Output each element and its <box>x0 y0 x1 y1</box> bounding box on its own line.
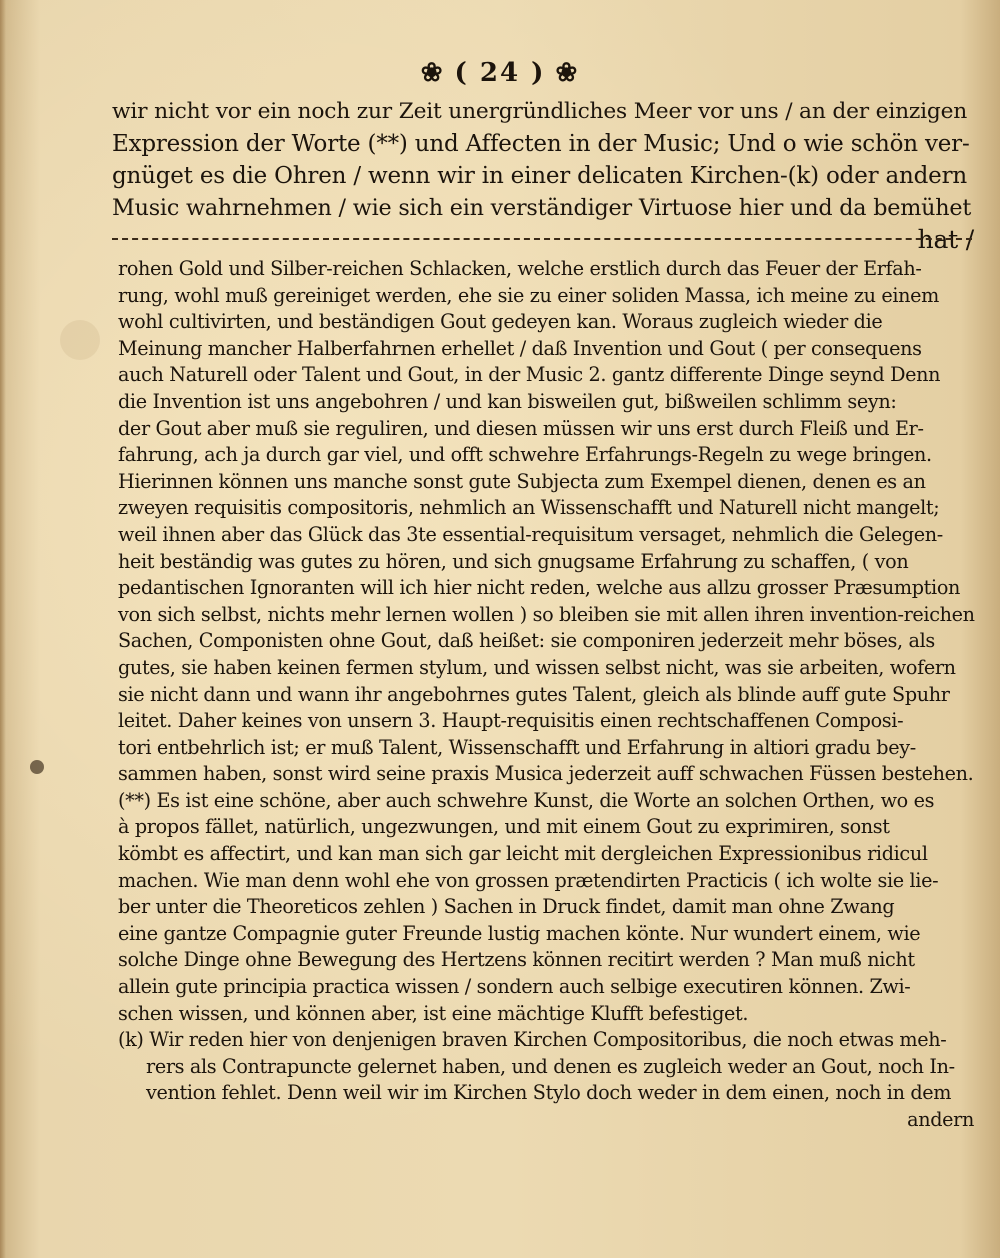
footnote-line: Meinung mancher Halberfahrnen erhellet / daß Invention und Gout ( per consequens <box>118 336 922 360</box>
footnote-line: (**) Es ist eine schöne, aber auch schwehre Kunst, die Worte an solchen Orthen, wo es <box>118 788 935 812</box>
footnote-line: der Gout aber muß sie reguliren, und diesen müssen wir uns erst durch Fleiß und Er- <box>118 416 924 440</box>
footnote-line: leitet. Daher keines von unsern 3. Haupt-requisitis einen rechtschaffenen Composi- <box>118 709 904 733</box>
footnotes-block <box>118 256 974 1134</box>
footnote-line: fahrung, ach ja durch gar viel, und offt schwehre Erfahrungs-Regeln zu wege bringen. <box>118 443 932 467</box>
footnote-line: zweyen requisitis compositoris, nehmlich an Wissenschafft und Naturell nicht mangelt; <box>118 496 940 520</box>
footnote-line: Hierinnen können uns manche sonst gute Subjecta zum Exempel dienen, denen es an <box>118 469 926 493</box>
footnote-line: von sich selbst, nichts mehr lernen wollen ) so bleiben sie mit allen ihren invention-reichen <box>118 602 975 626</box>
footnote-line: rers als Contrapuncte gelernet haben, und denen es zugleich weder an Gout, noch In- <box>146 1054 955 1078</box>
footnote-line: sammen haben, sonst wird seine praxis Musica jederzeit auff schwachen Füssen bestehen. <box>118 762 974 786</box>
footnote-line: sie nicht dann und wann ihr angebohrnes gutes Talent, gleich als blinde auff gute Spuhr <box>118 682 950 706</box>
ornament-left-icon: ❀ <box>420 58 445 88</box>
footnote-line: kömbt es affectirt, und kan man sich gar leicht mit dergleichen Expressionibus ridicul <box>118 842 928 866</box>
page-header <box>0 58 1000 88</box>
footnote-line: heit beständig was gutes zu hören, und sich gnugsame Erfahrung zu schaffen, ( von <box>118 549 909 573</box>
footnote-line: vention fehlet. Denn weil wir im Kirchen Stylo doch weder in dem einen, noch in dem <box>146 1081 952 1105</box>
main-line-catchword: hat / <box>917 225 974 254</box>
footnote-line: rohen Gold und Silber-reichen Schlacken, welche erstlich durch das Feuer der Erfah- <box>118 257 922 280</box>
footnote-catchword: andern <box>907 1108 974 1131</box>
main-line: Expression der Worte (**) und Affecten in der Music; Und o wie schön ver- <box>112 131 970 157</box>
main-line: Music wahrnehmen / wie sich ein verständiger Virtuose hier und da bemühet <box>112 195 972 221</box>
footnote-line: eine gantze Compagnie guter Freunde lustig machen könte. Nur wundert einem, wie <box>118 921 921 945</box>
main-text-block <box>112 96 974 256</box>
page-edge-shadow <box>0 0 6 1258</box>
footnote-line: tori entbehrlich ist; er muß Talent, Wissenschafft und Erfahrung in altiori gradu bey- <box>118 735 916 759</box>
footnote-line: schen wissen, und können aber, ist eine mächtige Klufft befestiget. <box>118 1001 749 1025</box>
footnote-line: machen. Wie man denn wohl ehe von grossen prætendirten Practicis ( ich wolte sie lie- <box>118 868 939 892</box>
footnote-line: wohl cultivirten, und beständigen Gout gedeyen kan. Woraus zugleich wieder die <box>118 310 883 334</box>
footnote-line: solche Dinge ohne Bewegung des Hertzens können recitirt werden ? Man muß nicht <box>118 948 915 972</box>
main-line: wir nicht vor ein noch zur Zeit unergründliches Meer vor uns / an der einzigen <box>112 99 968 124</box>
footnote-line: weil ihnen aber das Glück das 3te essential-requisitum versaget, nehmlich die Gelegen- <box>118 522 943 546</box>
footnote-rule <box>112 238 972 240</box>
footnote-line: ber unter die Theoreticos zehlen ) Sachen in Druck findet, damit man ohne Zwang <box>118 895 895 919</box>
footnote-line: (k) Wir reden hier von denjenigen braven Kirchen Compositoribus, die noch etwas meh- <box>118 1028 947 1052</box>
ink-dot <box>30 760 44 774</box>
paper-stain <box>60 320 100 360</box>
footnote-line: Sachen, Componisten ohne Gout, daß heißet: sie componiren jederzeit mehr böses, als <box>118 629 935 653</box>
footnote-line: pedantischen Ignoranten will ich hier nicht reden, welche aus allzu grosser Præsumption <box>118 576 961 600</box>
footnote-line: gutes, sie haben keinen fermen stylum, und wissen selbst nicht, was sie arbeiten, wofern <box>118 655 956 679</box>
footnote-line: allein gute principia practica wissen / sondern auch selbige executiren können. Zwi- <box>118 975 911 999</box>
footnote-line: à propos fället, natürlich, ungezwungen, und mit einem Gout zu exprimiren, sonst <box>118 815 890 839</box>
footnote-line: die Invention ist uns angebohren / und kan bisweilen gut, bißweilen schlimm seyn: <box>118 389 897 413</box>
main-line: gnüget es die Ohren / wenn wir in einer delicaten Kirchen-(k) oder andern <box>112 163 967 189</box>
footnote-line: auch Naturell oder Talent und Gout, in der Music 2. gantz differente Dinge seynd Denn <box>118 363 941 387</box>
ornament-right-icon: ❀ <box>555 58 580 88</box>
footnote-line: rung, wohl muß gereiniget werden, ehe sie zu einer soliden Massa, ich meine zu einem <box>118 283 940 307</box>
page-number: ( 24 ) <box>454 58 546 88</box>
